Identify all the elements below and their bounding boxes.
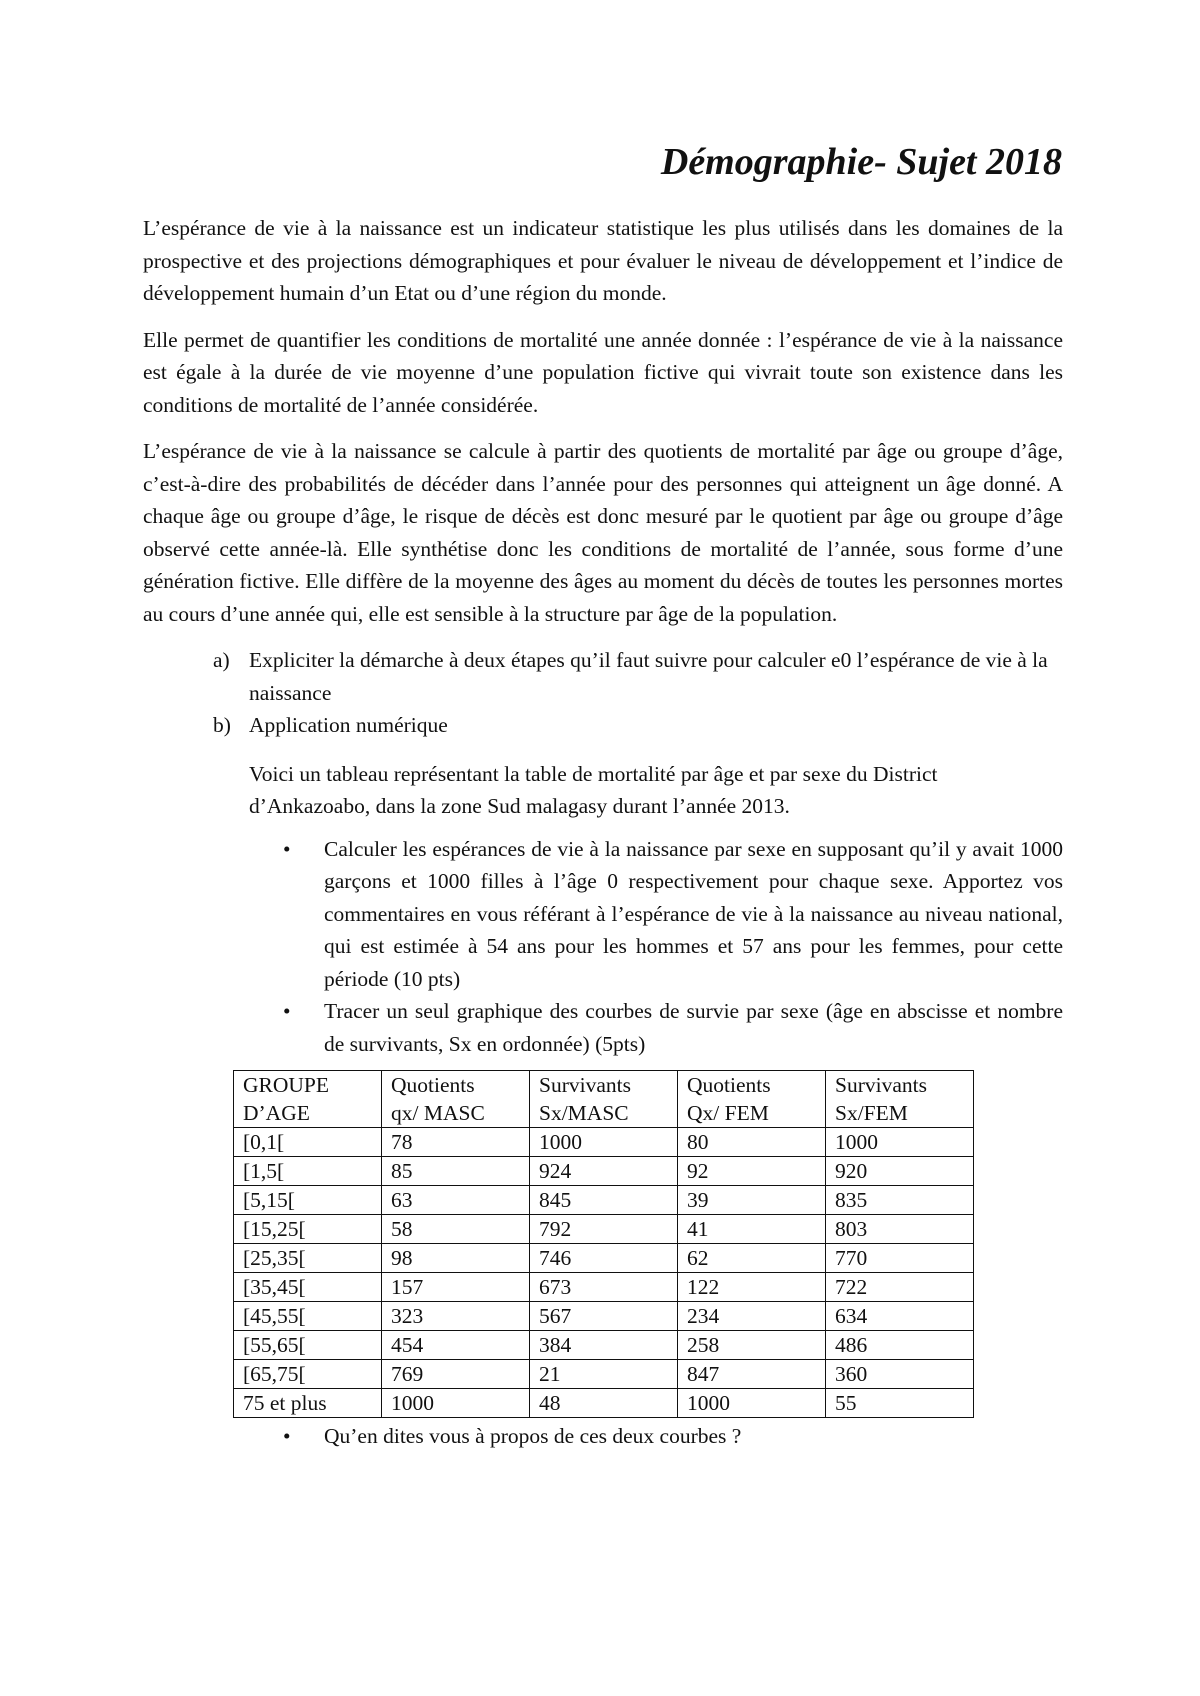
cell-age-group: [15,25[ <box>234 1215 382 1244</box>
table-header-row <box>234 1071 974 1128</box>
cell-age-group: [1,5[ <box>234 1157 382 1186</box>
cell-qx-masc: 78 <box>382 1128 530 1157</box>
task-item-3 <box>143 1420 1063 1453</box>
cell-sx-fem: 835 <box>826 1186 974 1215</box>
task-text-1: Calculer les espérances de vie à la naissance par sexe en supposant qu’il y avait 1000 garçons et 1000 filles à l’âge 0 respectivement pour chaque sexe. Apportez vos commentaires en vous référant à l’espérance de vie à la naissance au niveau national, qui est estimée à 54 ans pour les hommes et 57 ans pour les femmes, pour cette période (10 pts) <box>324 836 1063 991</box>
table-row <box>234 1273 974 1302</box>
cell-age-group: [5,15[ <box>234 1186 382 1215</box>
cell-sx-fem: 722 <box>826 1273 974 1302</box>
cell-qx-masc: 85 <box>382 1157 530 1186</box>
cell-sx-fem: 634 <box>826 1302 974 1331</box>
cell-qx-fem: 80 <box>678 1128 826 1157</box>
cell-qx-masc: 454 <box>382 1331 530 1360</box>
question-a-text: Expliciter la démarche à deux étapes qu’il faut suivre pour calculer e0 l’espérance de vie à la naissance <box>249 648 1048 705</box>
cell-qx-fem: 41 <box>678 1215 826 1244</box>
question-b-text: Application numérique <box>249 713 448 737</box>
cell-sx-fem: 803 <box>826 1215 974 1244</box>
table-intro: Voici un tableau représentant la table de mortalité par âge et par sexe du District d’Ankazoabo, dans la zone Sud malagasy durant l’année 2013. <box>249 761 938 818</box>
question-list <box>143 644 1063 742</box>
header-qx-fem: Quotients Qx/ FEM <box>678 1071 826 1128</box>
cell-sx-fem: 55 <box>826 1389 974 1418</box>
header-qx-masc: Quotients qx/ MASC <box>382 1071 530 1128</box>
cell-sx-fem: 1000 <box>826 1128 974 1157</box>
table-row <box>234 1331 974 1360</box>
cell-qx-fem: 39 <box>678 1186 826 1215</box>
cell-sx-fem: 920 <box>826 1157 974 1186</box>
cell-qx-masc: 769 <box>382 1360 530 1389</box>
cell-sx-masc: 567 <box>530 1302 678 1331</box>
paragraph-1: L’espérance de vie à la naissance est un indicateur statistique les plus utilisés dans les domaines de la prospective et des projections démographiques et pour évaluer le niveau de développement et l’indice de développement humain d’un Etat ou d’une région du monde. <box>143 216 1063 305</box>
table-row <box>234 1244 974 1273</box>
task-list <box>143 833 1063 1061</box>
final-task-list <box>143 1420 1063 1453</box>
cell-qx-masc: 1000 <box>382 1389 530 1418</box>
cell-qx-fem: 92 <box>678 1157 826 1186</box>
cell-sx-masc: 1000 <box>530 1128 678 1157</box>
cell-age-group: [45,55[ <box>234 1302 382 1331</box>
cell-sx-fem: 360 <box>826 1360 974 1389</box>
cell-sx-masc: 21 <box>530 1360 678 1389</box>
cell-sx-masc: 746 <box>530 1244 678 1273</box>
task-item-2 <box>143 995 1063 1060</box>
cell-qx-masc: 323 <box>382 1302 530 1331</box>
paragraph-3: L’espérance de vie à la naissance se calcule à partir des quotients de mortalité par âge ou groupe d’âge, c’est-à-dire des probabilités de décéder dans l’année pour des personnes qui atteignent un âge donné. A chaque âge ou groupe d’âge, le risque de décès est donc mesuré par le quotient par âge ou groupe d’âge observé cette année-là. Elle synthétise donc les conditions de mortalité de l’année, sous forme d’une génération fictive. Elle diffère de la moyenne des âges au moment du décès de toutes les personnes mortes au cours d’une année qui, elle est sensible à la structure par âge de la population. <box>143 439 1063 626</box>
document-title: Démographie- Sujet 2018 <box>660 141 1062 183</box>
table-row <box>234 1360 974 1389</box>
cell-qx-fem: 847 <box>678 1360 826 1389</box>
cell-qx-masc: 63 <box>382 1186 530 1215</box>
cell-sx-masc: 845 <box>530 1186 678 1215</box>
table-row <box>234 1215 974 1244</box>
question-b <box>143 709 1063 742</box>
table-row <box>234 1302 974 1331</box>
cell-age-group: [35,45[ <box>234 1273 382 1302</box>
cell-qx-masc: 157 <box>382 1273 530 1302</box>
cell-qx-masc: 98 <box>382 1244 530 1273</box>
question-b-letter: b) <box>213 713 231 737</box>
header-age-group: GROUPE D’AGE <box>234 1071 382 1128</box>
bullet-icon: • <box>283 999 291 1023</box>
cell-sx-masc: 384 <box>530 1331 678 1360</box>
header-sx-masc: Survivants Sx/MASC <box>530 1071 678 1128</box>
cell-qx-masc: 58 <box>382 1215 530 1244</box>
question-a-letter: a) <box>213 648 230 672</box>
cell-qx-fem: 234 <box>678 1302 826 1331</box>
cell-age-group: [0,1[ <box>234 1128 382 1157</box>
cell-age-group: [25,35[ <box>234 1244 382 1273</box>
cell-qx-fem: 1000 <box>678 1389 826 1418</box>
mortality-table <box>233 1070 974 1418</box>
table-row <box>234 1157 974 1186</box>
task-text-2: Tracer un seul graphique des courbes de survie par sexe (âge en abscisse et nombre de survivants, Sx en ordonnée) (5pts) <box>324 999 1063 1056</box>
cell-sx-masc: 924 <box>530 1157 678 1186</box>
cell-sx-fem: 486 <box>826 1331 974 1360</box>
task-item-1 <box>143 833 1063 996</box>
document-body <box>143 212 1063 1453</box>
cell-age-group: 75 et plus <box>234 1389 382 1418</box>
table-row <box>234 1389 974 1418</box>
paragraph-2: Elle permet de quantifier les conditions de mortalité une année donnée : l’espérance de vie à la naissance est égale à la durée de vie moyenne d’une population fictive qui vivrait toute son existence dans les conditions de mortalité de l’année considérée. <box>143 327 1063 417</box>
cell-sx-masc: 48 <box>530 1389 678 1418</box>
cell-age-group: [55,65[ <box>234 1331 382 1360</box>
cell-qx-fem: 122 <box>678 1273 826 1302</box>
question-a <box>143 644 1063 709</box>
header-sx-fem: Survivants Sx/FEM <box>826 1071 974 1128</box>
bullet-icon: • <box>283 836 291 861</box>
cell-sx-fem: 770 <box>826 1244 974 1273</box>
cell-qx-fem: 62 <box>678 1244 826 1273</box>
table-row <box>234 1186 974 1215</box>
task-text-3: Qu’en dites vous à propos de ces deux courbes ? <box>324 1424 742 1448</box>
cell-sx-masc: 792 <box>530 1215 678 1244</box>
cell-qx-fem: 258 <box>678 1331 826 1360</box>
cell-sx-masc: 673 <box>530 1273 678 1302</box>
table-row <box>234 1128 974 1157</box>
cell-age-group: [65,75[ <box>234 1360 382 1389</box>
bullet-icon: • <box>283 1424 291 1448</box>
